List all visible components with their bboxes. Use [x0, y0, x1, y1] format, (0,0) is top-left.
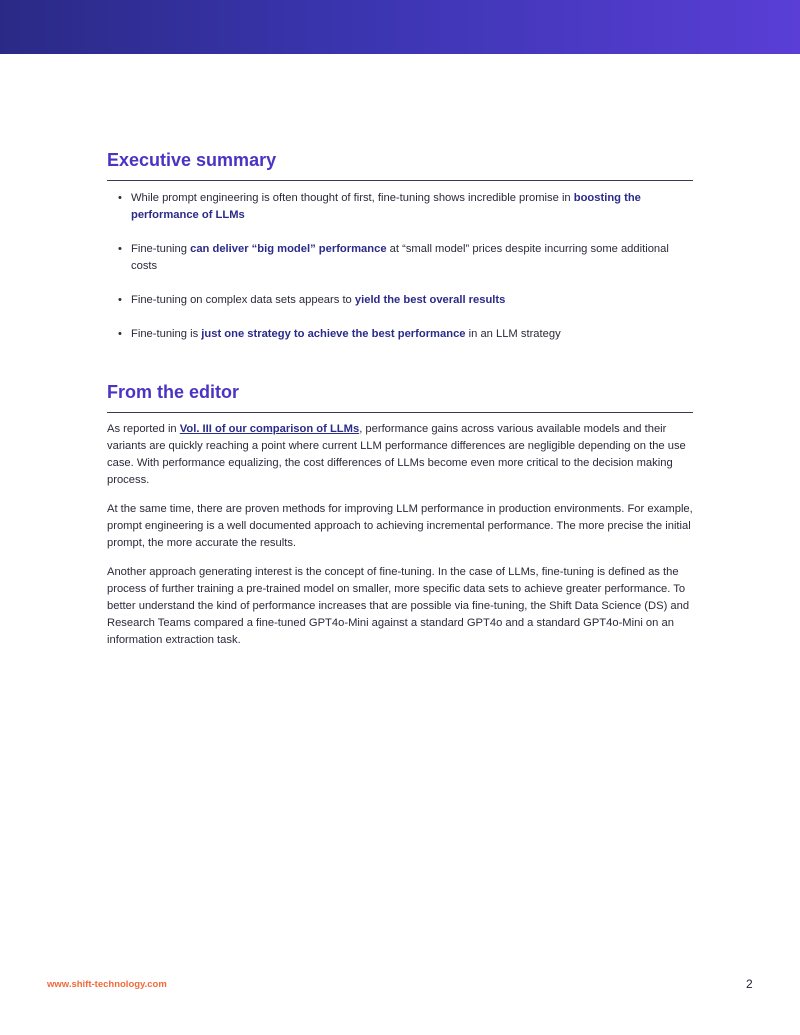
- editor-paragraph-1: As reported in Vol. III of our comparison of LLMs, performance gains across various available models and their variants are quickly reaching a point where current LLM performance differences are negligible depending on the use case. With performance equalizing, the cost differences of LLMs become even more critical to the decision making process.: [107, 423, 686, 486]
- highlight-text: yield the best overall results: [354, 294, 506, 306]
- header-banner: [0, 0, 800, 54]
- summary-bullet-list: [107, 190, 693, 343]
- from-the-editor-heading: From the editor: [107, 382, 240, 402]
- bullet-item: • Fine-tuning is just one strategy to achieve the best performance in an LLM strategy: [107, 326, 693, 343]
- bullet-item: • While prompt engineering is often thought of first, fine-tuning shows incredible promise in boosting the performance of LLMs: [107, 190, 693, 224]
- highlight-text: boosting the performance of LLMs: [131, 192, 641, 221]
- editor-section: [107, 380, 693, 649]
- highlight-text: just one strategy to achieve the best performance: [201, 328, 466, 340]
- divider: [107, 180, 693, 181]
- bullet-item: • Fine-tuning can deliver “big model” performance at “small model” prices despite incurring some additional costs: [107, 241, 693, 275]
- bullet-item: • Fine-tuning on complex data sets appears to yield the best overall results: [107, 292, 693, 309]
- editor-paragraph-2: At the same time, there are proven methods for improving LLM performance in production environments. For example, prompt engineering is a well documented approach to achieving incremental performance. The more precise the initial prompt, the more accurate the results.: [107, 503, 693, 549]
- editor-paragraph-3: Another approach generating interest is the concept of fine-tuning. In the case of LLMs, fine-tuning is defined as the process of further training a pre-trained model on smaller, more specific data sets to achieve greater performance. To better understand the kind of performance increases that are possible via fine-tuning, the Shift Data Science (DS) and Research Teams compared a fine-tuned GPT4o-Mini against a standard GPT4o and a standard GPT4o-Mini on an information extraction task.: [107, 566, 690, 646]
- footer-website-link[interactable]: www.shift-technology.com: [47, 979, 167, 990]
- page-content: [107, 148, 693, 661]
- highlight-text: can deliver “big model” performance: [190, 243, 387, 255]
- comparison-of-llms-link[interactable]: Vol. III of our comparison of LLMs: [179, 423, 360, 435]
- page-number: 2: [746, 977, 753, 991]
- executive-summary-heading: Executive summary: [107, 150, 277, 170]
- divider: [107, 412, 693, 413]
